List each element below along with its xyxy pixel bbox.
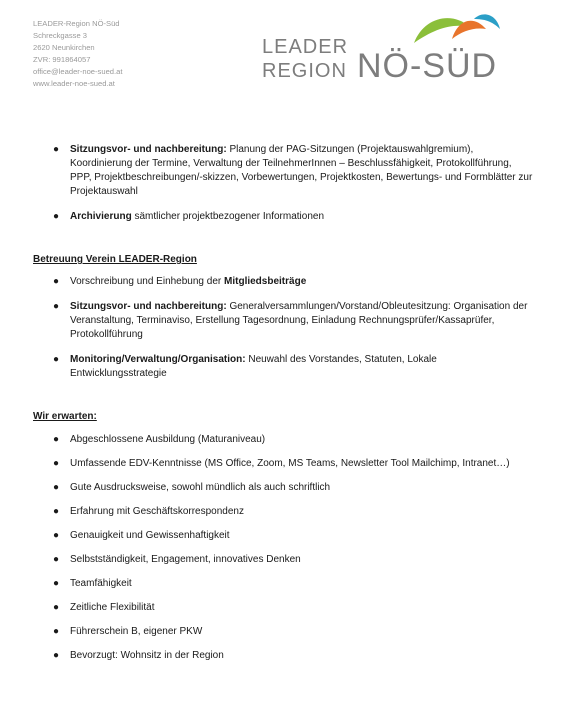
address-line: 2620 Neunkirchen bbox=[33, 42, 95, 52]
list-item bbox=[33, 601, 533, 615]
document-body bbox=[33, 143, 533, 663]
bullet-icon: ● bbox=[53, 301, 60, 312]
bullet-icon: ● bbox=[53, 602, 60, 613]
item-bold-label: Sitzungsvor- und nachbereitung: bbox=[70, 301, 227, 312]
list-item bbox=[33, 433, 533, 447]
address-email: office@leader-noe-sued.at bbox=[33, 66, 123, 76]
bullet-icon: ● bbox=[53, 458, 60, 469]
item-text: Gute Ausdrucksweise, sowohl mündlich als auch schriftlich bbox=[70, 482, 331, 493]
bullet-icon: ● bbox=[53, 530, 60, 541]
list-item bbox=[33, 210, 533, 224]
item-text: Führerschein B, eigener PKW bbox=[70, 626, 203, 637]
bullet-icon: ● bbox=[53, 211, 60, 222]
list-item bbox=[33, 553, 533, 567]
list-item bbox=[33, 577, 533, 591]
section-heading-erwarten: Wir erwarten: bbox=[33, 411, 97, 422]
section2-list bbox=[33, 275, 533, 381]
section1-list bbox=[33, 143, 533, 224]
item-text: Abgeschlossene Ausbildung (Maturaniveau) bbox=[70, 434, 266, 445]
logo-text-region: REGION bbox=[262, 60, 347, 82]
requirements-list bbox=[33, 433, 533, 663]
item-text: Zeitliche Flexibilität bbox=[70, 602, 155, 613]
bullet-icon: ● bbox=[53, 578, 60, 589]
list-item bbox=[33, 505, 533, 519]
logo-text-name: NÖ-SÜD bbox=[357, 47, 498, 85]
item-text: Planung der PAG-Sitzungen (Projektauswahlgremium), Koordinierung der Termine, Verwaltung der TeilnehmerInnen – Beschlussfähigkeit, Protokollführung, PPP, Projektbeschreibungen/-skizzen, Vorbewertungen, Projektkosten, Bewertungs- und Formblätter zur Projektauswahl bbox=[70, 144, 533, 197]
item-bold-label: Archivierung bbox=[70, 211, 132, 222]
bullet-icon: ● bbox=[53, 144, 60, 155]
item-text: Selbstständigkeit, Engagement, innovatives Denken bbox=[70, 554, 301, 565]
list-item bbox=[33, 649, 533, 663]
item-bold-label: Mitgliedsbeiträge bbox=[224, 276, 307, 287]
item-bold-label: Sitzungsvor- und nachbereitung: bbox=[70, 144, 227, 155]
bullet-icon: ● bbox=[53, 554, 60, 565]
item-text: Neuwahl des Vorstandes, Statuten, Lokale Entwicklungsstrategie bbox=[70, 354, 437, 379]
address-website: www.leader-noe-sued.at bbox=[33, 78, 115, 88]
address-line: ZVR: 991864057 bbox=[33, 54, 91, 64]
bullet-icon: ● bbox=[53, 650, 60, 661]
bullet-icon: ● bbox=[53, 434, 60, 445]
item-text: Teamfähigkeit bbox=[70, 578, 132, 589]
list-item bbox=[33, 275, 533, 289]
logo-text-leader: LEADER bbox=[262, 36, 349, 58]
item-text: Vorschreibung und Einhebung der bbox=[70, 276, 225, 287]
list-item bbox=[33, 457, 533, 471]
list-item bbox=[33, 529, 533, 543]
item-text: sämtlicher projektbezogener Informationen bbox=[131, 211, 325, 222]
list-item bbox=[33, 625, 533, 639]
item-text: Umfassende EDV-Kenntnisse (MS Office, Zoom, MS Teams, Newsletter Tool Mailchimp, Intranet…) bbox=[70, 458, 510, 469]
item-text: Genauigkeit und Gewissenhaftigkeit bbox=[70, 530, 230, 541]
bullet-icon: ● bbox=[53, 626, 60, 637]
sender-address bbox=[33, 18, 122, 89]
bullet-icon: ● bbox=[53, 506, 60, 517]
list-item bbox=[33, 353, 533, 381]
list-item bbox=[33, 481, 533, 495]
item-bold-label: Monitoring/Verwaltung/Organisation: bbox=[70, 354, 246, 365]
bullet-icon: ● bbox=[53, 354, 60, 365]
address-line: Schreckgasse 3 bbox=[33, 30, 88, 40]
bullet-icon: ● bbox=[53, 482, 60, 493]
address-line: LEADER-Region NÖ-Süd bbox=[33, 19, 120, 28]
bullet-icon: ● bbox=[53, 276, 60, 287]
section-heading-verein: Betreuung Verein LEADER-Region bbox=[33, 254, 197, 265]
item-text: Generalversammlungen/Vorstand/Obleutesitzung: Organisation der Veranstaltung, Terminaviso, Erstellung Tagesordnung, Einladung Rechnungsprüfer/Kassaprüfer, Protokollführung bbox=[70, 301, 528, 340]
item-text: Erfahrung mit Geschäftskorrespondenz bbox=[70, 506, 244, 517]
list-item bbox=[33, 300, 533, 342]
item-text: Bevorzugt: Wohnsitz in der Region bbox=[70, 650, 224, 661]
list-item bbox=[33, 143, 533, 199]
leader-region-logo bbox=[262, 9, 502, 87]
